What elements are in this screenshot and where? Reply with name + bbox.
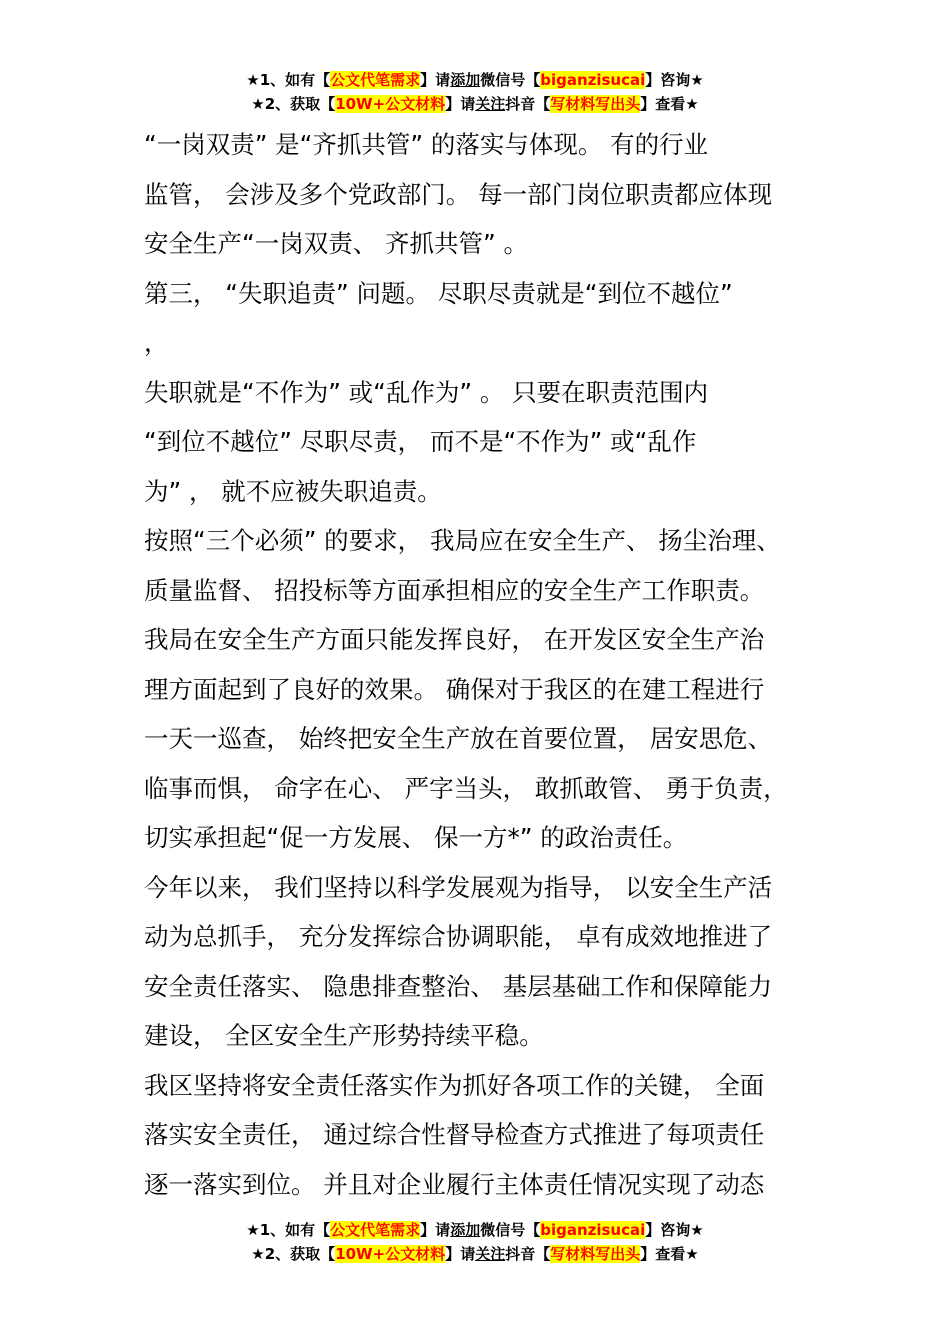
banner-line-2 xyxy=(0,92,950,116)
body-line: ， xyxy=(144,328,169,357)
banner-text: 】查看★ xyxy=(640,95,699,113)
body-line: 监管， 会涉及多个党政部门。 每一部门岗位职责都应体现 xyxy=(144,179,773,209)
banner-text: 】请 xyxy=(445,1245,476,1263)
banner-highlight: 10W+公文材料 xyxy=(335,1245,446,1263)
banner-text: 】请 xyxy=(445,95,476,113)
banner-text: 】请 xyxy=(420,1221,451,1239)
banner-underline: 关注 xyxy=(475,1245,506,1263)
body-line: 逐一落实到位。 并且对企业履行主体责任情况实现了动态 xyxy=(144,1169,765,1199)
banner-text: 】咨询★ xyxy=(645,1221,704,1239)
body-line: 临事而惧， 命字在心、 严字当头， 敢抓敢管、 勇于负责， xyxy=(144,773,788,803)
banner-highlight: 10W+公文材料 xyxy=(335,95,446,113)
banner-text: 微信号【 xyxy=(480,71,541,89)
body-line: 切实承担起“促一方发展、 保一方*” 的政治责任。 xyxy=(144,823,688,852)
document-body xyxy=(144,120,824,1209)
body-line: 建设， 全区安全生产形势持续平稳。 xyxy=(144,1021,544,1050)
body-line: 安全生产“一岗双责、 齐抓共管” 。 xyxy=(144,229,528,258)
banner-highlight-wechat: biganzisucai xyxy=(540,71,646,89)
body-line: 按照“三个必须” 的要求， 我局应在安全生产、 扬尘治理、 xyxy=(144,526,781,555)
banner-text: ★2、获取【 xyxy=(251,1245,336,1263)
banner-highlight: 公文代笔需求 xyxy=(330,1221,421,1239)
banner-text: ★1、如有【 xyxy=(246,1221,331,1239)
footer-banner xyxy=(0,1218,950,1266)
body-line: 我局在安全生产方面只能发挥良好， 在开发区安全生产治 xyxy=(144,625,765,654)
body-line: 理方面起到了良好的效果。 确保对于我区的在建工程进行 xyxy=(144,674,765,704)
banner-line-1 xyxy=(0,68,950,92)
banner-highlight-douyin: 写材料写出头 xyxy=(550,1245,641,1263)
body-line: 为” ， 就不应被失职追责。 xyxy=(144,476,442,506)
banner-text: 抖音【 xyxy=(505,95,551,113)
body-line: 第三， “失职追责” 问题。 尽职尽责就是“到位不越位” xyxy=(144,278,733,308)
banner-line-2 xyxy=(0,1242,950,1266)
body-line: 落实安全责任， 通过综合性督导检查方式推进了每项责任 xyxy=(144,1120,765,1149)
banner-underline: 关注 xyxy=(475,95,506,113)
body-line: 动为总抓手， 充分发挥综合协调职能， 卓有成效地推进了 xyxy=(144,922,773,951)
banner-text: ★1、如有【 xyxy=(246,71,331,89)
body-line: 安全责任落实、 隐患排查整治、 基层基础工作和保障能力 xyxy=(144,971,773,1001)
banner-highlight-wechat: biganzisucai xyxy=(540,1221,646,1239)
body-line: “一岗双责” 是“齐抓共管” 的落实与体现。 有的行业 xyxy=(144,130,709,159)
banner-text: 抖音【 xyxy=(505,1245,551,1263)
banner-text: 】查看★ xyxy=(640,1245,699,1263)
body-line: 失职就是“不作为” 或“乱作为” 。 只要在职责范围内 xyxy=(144,377,709,407)
banner-underline: 添加 xyxy=(450,1221,481,1239)
banner-line-1 xyxy=(0,1218,950,1242)
banner-highlight: 公文代笔需求 xyxy=(330,71,421,89)
header-banner xyxy=(0,68,950,116)
banner-underline: 添加 xyxy=(450,71,481,89)
banner-text: 】请 xyxy=(420,71,451,89)
body-line: 一天一巡查， 始终把安全生产放在首要位置， 居安思危、 xyxy=(144,724,773,753)
banner-text: ★2、获取【 xyxy=(251,95,336,113)
body-line: “到位不越位” 尽职尽责， 而不是“不作为” 或“乱作 xyxy=(144,427,697,456)
banner-highlight-douyin: 写材料写出头 xyxy=(550,95,641,113)
body-line: 今年以来， 我们坚持以科学发展观为指导， 以安全生产活 xyxy=(144,872,773,902)
body-line: 质量监督、 招投标等方面承担相应的安全生产工作职责。 xyxy=(144,575,765,605)
banner-text: 微信号【 xyxy=(480,1221,541,1239)
banner-text: 】咨询★ xyxy=(645,71,704,89)
body-line: 我区坚持将安全责任落实作为抓好各项工作的关键， 全面 xyxy=(144,1070,765,1100)
